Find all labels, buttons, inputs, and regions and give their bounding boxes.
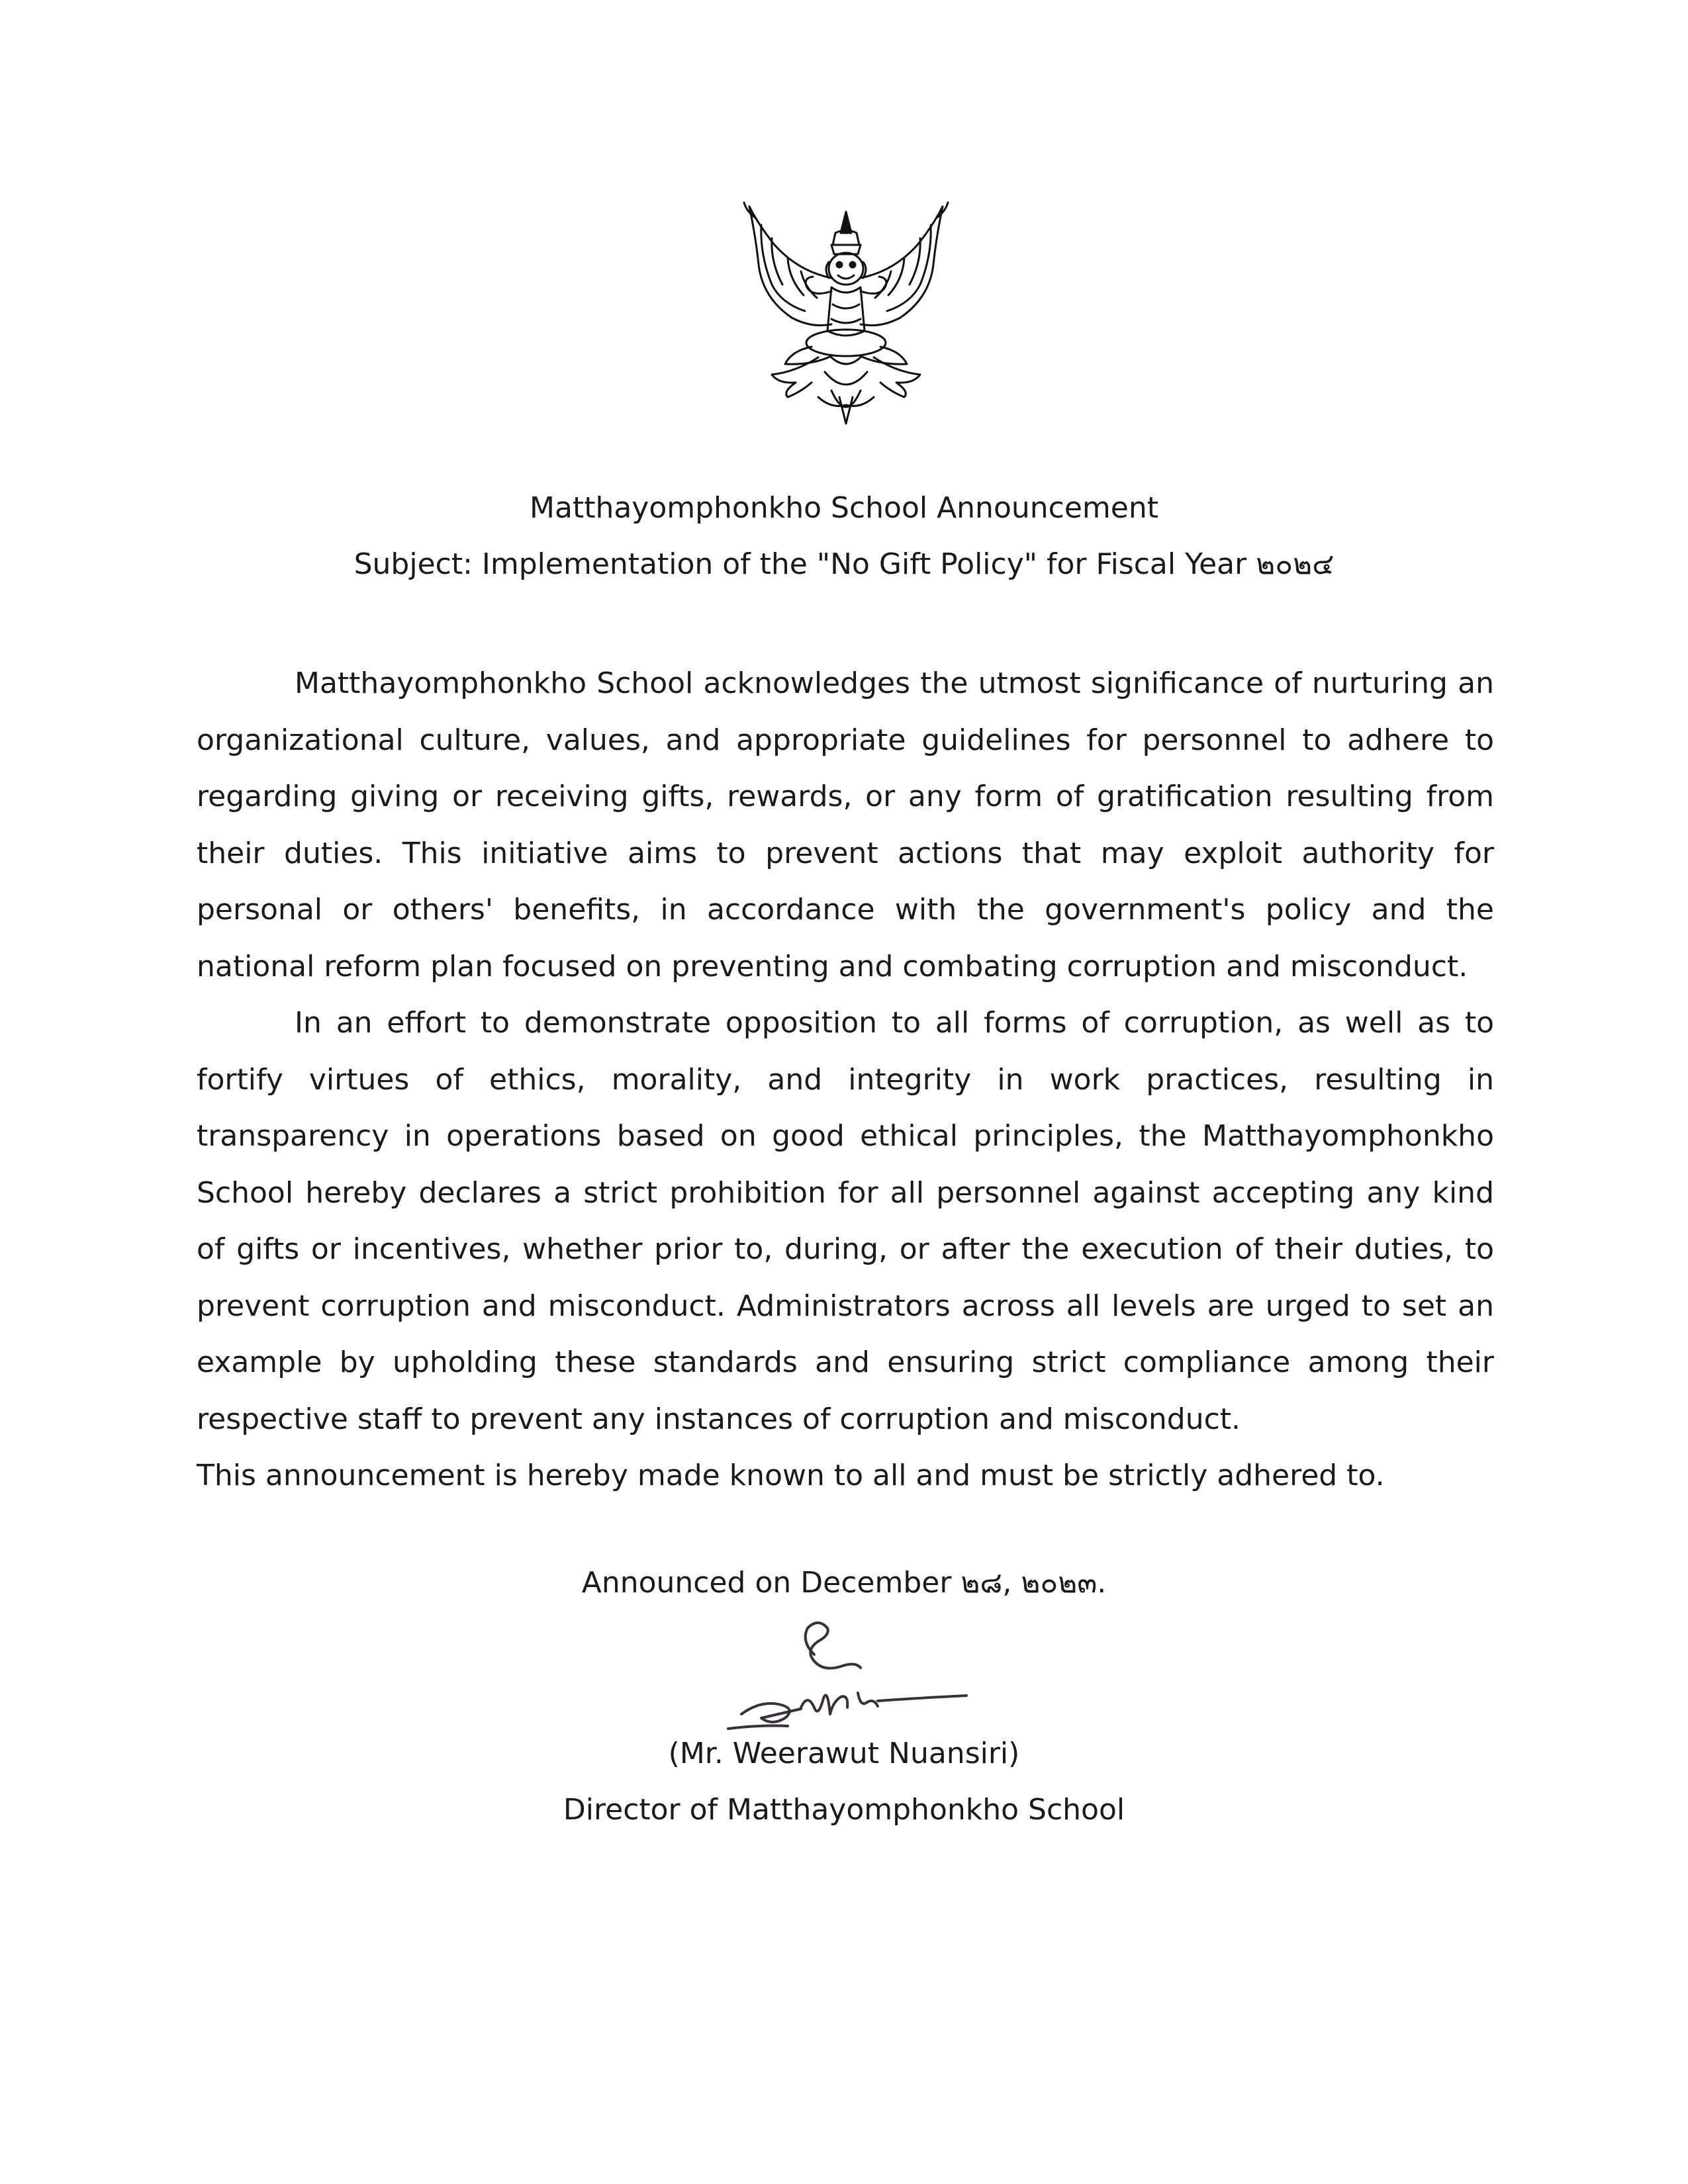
- announcement-date: Announced on December ๒๘, ๒๐๒๓.: [581, 1566, 1107, 1600]
- announcement-body: [197, 655, 1494, 1504]
- announcement-subject: Subject: Implementation of the "No Gift Policy" for Fiscal Year ๒๐๒๔: [353, 547, 1335, 581]
- handwritten-signature: [702, 1615, 993, 1734]
- body-paragraph: In an effort to demonstrate opposition to all forms of corruption, as well as to fortify virtues of ethics, morality, and integrity in work practices, resulting in transparency in operations based on good ethical principles, the Matthayomphonkho School hereby declares a strict prohibition for all personnel against accepting any kind of gifts or incentives, whether prior to, during, or after the execution of their duties, to prevent corruption and misconduct. Administrators across all levels are urged to set an example by upholding these standards and ensuring strict compliance among their respective staff to prevent any instances of corruption and misconduct.: [197, 1006, 1494, 1436]
- announcement-title: Matthayomphonkho School Announcement: [530, 491, 1158, 525]
- body-paragraph: Matthayomphonkho School acknowledges the utmost significance of nurturing an organizational culture, values, and appropriate guidelines for personnel to adhere to regarding giving or receiving gifts, rewards, or any form of gratification resulting from their duties. This initiative aims to prevent actions that may exploit authority for personal or others' benefits, in accordance with the government's policy and the national reform plan focused on preventing and combating corruption and misconduct.: [197, 666, 1494, 983]
- signatory-title: Director of Matthayomphonkho School: [563, 1793, 1125, 1827]
- body-paragraph: This announcement is hereby made known to all and must be strictly adhered to.: [197, 1459, 1385, 1492]
- signatory-name: (Mr. Weerawut Nuansiri): [668, 1737, 1020, 1770]
- garuda-emblem-icon: [732, 199, 960, 430]
